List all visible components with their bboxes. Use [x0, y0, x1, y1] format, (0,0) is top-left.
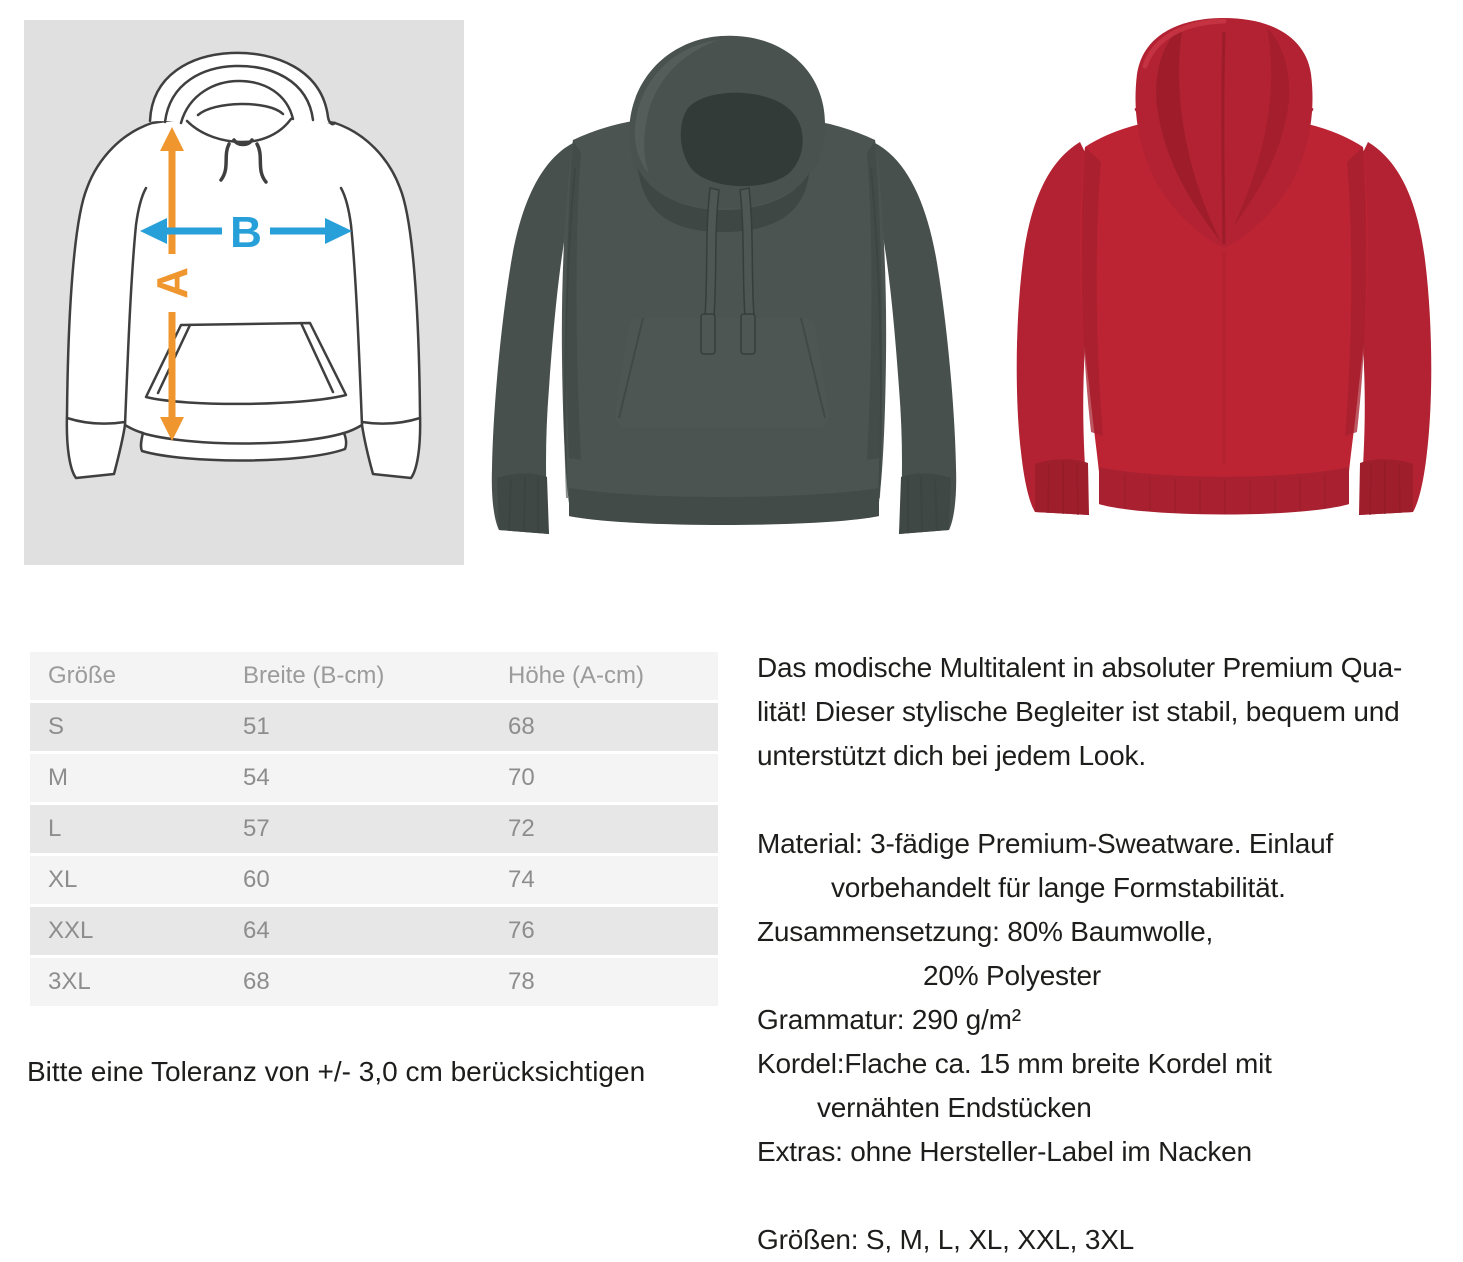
description-line-kordel: Kordel:Flache ca. 15 mm breite Kordel mit	[757, 1048, 1272, 1079]
size-cell: L	[48, 815, 62, 842]
description-line: Das modische Multitalent in absoluter Premium Qua-	[757, 652, 1403, 683]
width-cell: 57	[243, 815, 270, 842]
width-cell: 68	[243, 968, 270, 995]
column-header-hoehe: Höhe (A-cm)	[508, 662, 645, 689]
size-cell: XL	[48, 866, 78, 893]
description-line: 20% Polyester	[923, 960, 1101, 991]
description-line-material: Material: 3-fädige Premium-Sweatware. Einlauf	[757, 828, 1334, 859]
product-photo-back	[985, 12, 1463, 578]
description-line-groessen: Größen: S, M, L, XL, XXL, 3XL	[757, 1224, 1135, 1255]
size-cell: M	[48, 764, 68, 791]
description-spacer	[757, 1174, 1419, 1218]
height-cell: 72	[508, 815, 535, 842]
measure-b-label: B	[230, 208, 262, 257]
height-cell: 78	[508, 968, 535, 995]
table-row-l	[30, 805, 718, 853]
size-diagram-panel	[24, 20, 464, 565]
size-cell: XXL	[48, 917, 94, 944]
table-row-xl	[30, 856, 718, 904]
measure-a-label: A	[148, 267, 197, 299]
height-cell: 76	[508, 917, 535, 944]
column-header-breite: Breite (B-cm)	[243, 662, 385, 689]
product-description	[757, 646, 1419, 1262]
height-cell: 74	[508, 866, 535, 893]
hoodie-measurement-diagram-icon	[24, 20, 464, 565]
column-header-groesse: Größe	[48, 662, 117, 689]
height-cell: 68	[508, 713, 535, 740]
description-line: lität! Dieser stylische Begleiter ist stabil, bequem und	[757, 696, 1400, 727]
size-table	[30, 652, 718, 1009]
width-cell: 60	[243, 866, 270, 893]
product-photo-front	[483, 18, 963, 563]
width-cell: 51	[243, 713, 270, 740]
description-line-zusammensetzung: Zusammensetzung: 80% Baumwolle,	[757, 916, 1214, 947]
tolerance-note: Bitte eine Toleranz von +/- 3,0 cm berücksichtigen	[27, 1056, 646, 1087]
description-line: unterstützt dich bei jedem Look.	[757, 740, 1146, 771]
size-cell: S	[48, 713, 65, 740]
description-line: vernähten Endstücken	[817, 1092, 1092, 1123]
size-table-header	[30, 652, 718, 700]
description-line-extras: Extras: ohne Hersteller-Label im Nacken	[757, 1136, 1252, 1167]
table-row-xxl	[30, 907, 718, 955]
description-line-grammatur: Grammatur: 290 g/m²	[757, 1004, 1021, 1035]
height-cell: 70	[508, 764, 535, 791]
width-cell: 54	[243, 764, 270, 791]
width-cell: 64	[243, 917, 270, 944]
red-hoodie-back-image	[985, 12, 1463, 578]
description-line: vorbehandelt für lange Formstabilität.	[831, 872, 1286, 903]
table-row-m	[30, 754, 718, 802]
anthracite-hoodie-front-image	[483, 18, 963, 563]
size-cell: 3XL	[48, 968, 91, 995]
table-row-3xl	[30, 958, 718, 1006]
description-spacer	[757, 778, 1419, 822]
table-row-s	[30, 703, 718, 751]
